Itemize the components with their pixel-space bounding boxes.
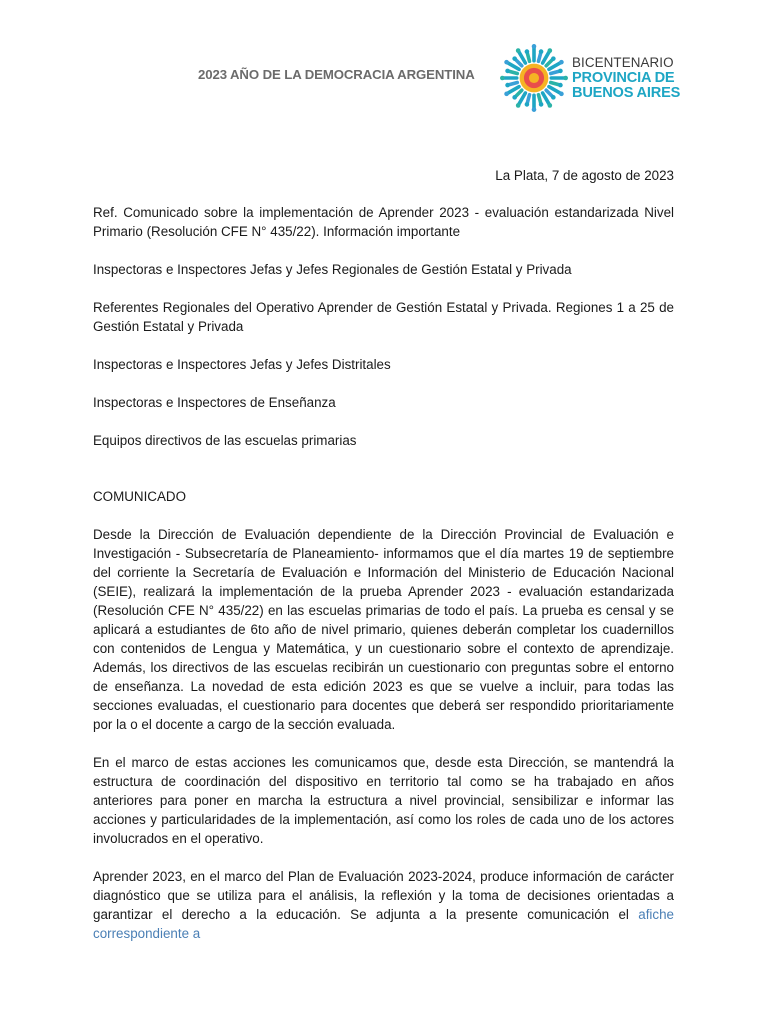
section-heading: COMUNICADO <box>93 489 186 504</box>
recipient-line: Inspectoras e Inspectores Jefas y Jefes Regionales de Gestión Estatal y Privada <box>93 262 572 277</box>
paragraph-text: Aprender 2023, en el marco del Plan de Evaluación 2023-2024, produce información de carácter diagnóstico que se utiliza para el análisis, la reflexión y la toma de decisiones orientadas a garantizar el derecho a la educación. Se adjunta a la presente comunicación el <box>93 869 674 922</box>
body-paragraph-last <box>93 867 674 943</box>
recipient-line: Referentes Regionales del Operativo Aprender de Gestión Estatal y Privada. Regiones 1 a 25 de Gestión Estatal y Privada <box>93 300 674 334</box>
logo-line-bicentenario: BICENTENARIO <box>572 55 674 70</box>
body-paragraph: Desde la Dirección de Evaluación dependiente de la Dirección Provincial de Evaluación e Investigación - Subsecretaría de Planeamiento- informamos que el día martes 19 de septiembre del corriente la Secretaría de Evaluación e Información del Ministerio de Educación Nacional (SEIE), realizará la implementación de la prueba Aprender 2023 - evaluación estandarizada (Resolución CFE N° 435/22) en las escuelas primarias de todo el país. La prueba es censal y se aplicará a estudiantes de 6to año de nivel primario, quienes deberán completar los cuadernillos con contenidos de Lengua y Matemática, y un cuestionario sobre el contexto de aprendizaje. Además, los directivos de las escuelas recibirán un cuestionario con preguntas sobre el entorno de enseñanza. La novedad de esta edición 2023 es que se vuelve a incluir, para todas las secciones evaluadas, el cuestionario para docentes que deberá ser respondido prioritariamente por la o el docente a cargo de la sección evaluada. <box>93 527 674 732</box>
recipient-line: Inspectoras e Inspectores Jefas y Jefes Distritales <box>93 357 391 372</box>
poster-link[interactable]: afiche correspondiente a <box>93 907 674 941</box>
sun-seal-icon <box>498 42 570 114</box>
recipient-line: Inspectoras e Inspectores de Enseñanza <box>93 395 336 410</box>
letter-body <box>93 166 674 962</box>
recipient-line: Equipos directivos de las escuelas primarias <box>93 433 357 448</box>
letterhead <box>0 40 768 115</box>
letter-date: La Plata, 7 de agosto de 2023 <box>495 168 674 183</box>
reference-line: Ref. Comunicado sobre la implementación de Aprender 2023 - evaluación estandarizada Nivel Primario (Resolución CFE N° 435/22). Información importante <box>93 205 674 239</box>
body-paragraph: En el marco de estas acciones les comunicamos que, desde esta Dirección, se mantendrá la estructura de coordinación del dispositivo en territorio tal como se ha trabajado en años anteriores para poner en marcha la estructura a nivel provincial, sensibilizar e informar las acciones y particularidades de la implementación, así como los roles de cada uno de los actores involucrados en el operativo. <box>93 755 674 846</box>
header-motto: 2023 AÑO DE LA DEMOCRACIA ARGENTINA <box>198 67 475 82</box>
logo-wordmark <box>572 55 680 102</box>
logo-line-buenos-aires: BUENOS AIRES <box>572 85 681 101</box>
logo-line-provincia: PROVINCIA DE <box>572 69 675 86</box>
